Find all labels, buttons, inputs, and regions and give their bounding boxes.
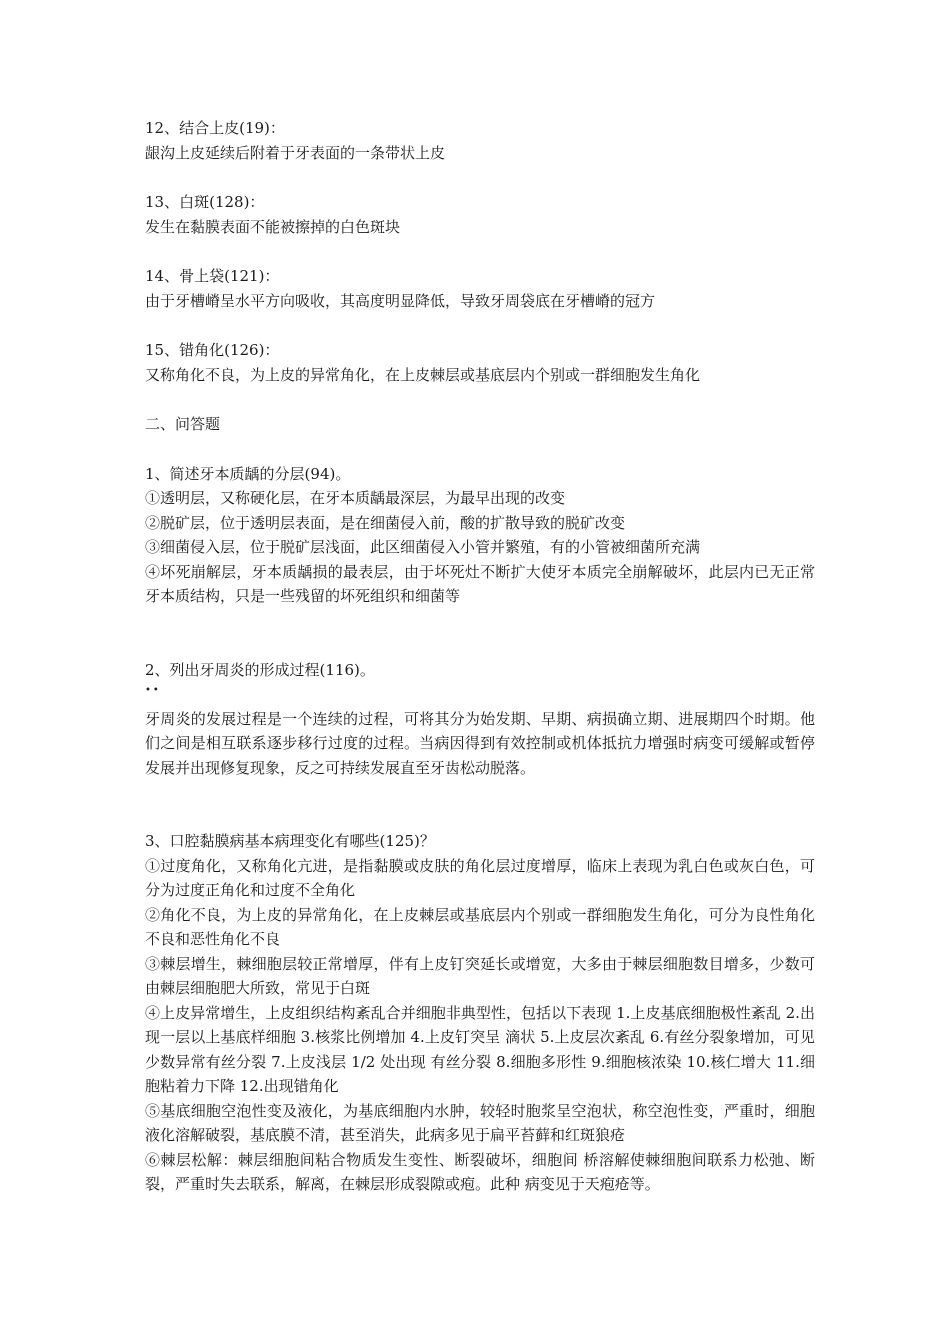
question-1 [145, 462, 815, 609]
term-15 [145, 338, 815, 387]
answer-item: ④上皮异常增生，上皮组织结构紊乱合并细胞非典型性，包括以下表现 1.上皮基底细胞极性紊乱 2.出现一层以上基底样细胞 3.核浆比例增加 4.上皮钉突呈 滴状 5.上皮层次紊乱 6.有丝分裂象增加，可见少数异常有丝分裂 7.上皮浅层 1/2 处出现 有丝分裂 8.细胞多形性 9.细胞核浓染 10.核仁增大 11.细胞粘着力下降 12.出现错角化 [145, 1003, 815, 1095]
question-text: 2、列出牙周炎的形成过程(116)。 [145, 660, 375, 679]
question-2 [145, 658, 815, 781]
question-text: 1、简述牙本质龋的分层(94)。 [145, 464, 351, 483]
section-heading: 二、问答题 [145, 415, 221, 433]
term-heading: 13、白斑(128)： [145, 193, 265, 211]
answer-item: ①过度角化，又称角化亢进，是指黏膜或皮肤的角化层过度增厚，临床上表现为乳白色或灰白色，可分为过度正角化和过度不全角化 [145, 856, 815, 899]
answer-item: ⑥棘层松解：棘层细胞间粘合物质发生变性、断裂破坏，细胞间 桥溶解使棘细胞间联系力松弛、断裂，严重时失去联系，解离，在棘层形成裂隙或疱。此种 病变见于天疱疮等。 [145, 1150, 815, 1193]
term-heading: 14、骨上袋(121)： [145, 267, 280, 285]
answer-item: ④坏死崩解层，牙本质龋损的最表层，由于坏死灶不断扩大使牙本质完全崩解破坏，此层内已无正常牙本质结构，只是一些残留的坏死组织和细菌等 [145, 562, 815, 605]
answer-item: ②脱矿层，位于透明层表面，是在细菌侵入前，酸的扩散导致的脱矿改变 [145, 513, 626, 532]
term-12 [145, 116, 815, 165]
term-definition: 发生在黏膜表面不能被擦掉的白色斑块 [145, 217, 401, 236]
answer-item: ③棘层增生，棘细胞层较正常增厚，伴有上皮钉突延长或增宽，大多由于棘层细胞数目增多，少数可由棘层细胞肥大所致，常见于白斑 [145, 954, 815, 997]
question-text: 3、口腔黏膜病基本病理变化有哪些(125)？ [145, 832, 435, 850]
term-heading: 15、错角化(126)： [145, 341, 280, 359]
term-definition: 由于牙槽嵴呈水平方向吸收，其高度明显降低，导致牙周袋底在牙槽嵴的冠方 [145, 291, 656, 310]
answer-item: ⑤基底细胞空泡性变及液化，为基底细胞内水肿，较轻时胞浆呈空泡状，称空泡性变，严重时，细胞液化溶解破裂，基底膜不清，甚至消失，此病多见于扁平苔藓和红斑狼疮 [145, 1101, 815, 1144]
term-13 [145, 190, 815, 239]
answer-item: ②角化不良，为上皮的异常角化，在上皮棘层或基底层内个别或一群细胞发生角化，可分为良性角化不良和恶性角化不良 [145, 905, 815, 948]
question-3 [145, 829, 815, 1197]
term-heading: 12、结合上皮(19)： [145, 119, 285, 137]
term-14 [145, 264, 815, 313]
document-page [145, 116, 815, 1246]
answer-item: ③细菌侵入层，位于脱矿层浅面，此区细菌侵入小管并繁殖，有的小管被细菌所充满 [145, 538, 701, 556]
answer-paragraph: 牙周炎的发展过程是一个连续的过程，可将其分为始发期、早期、病损确立期、进展期四个时期。他们之间是相互联系逐步移行过度的过程。当病因得到有效控制或机体抵抗力增强时病变可缓解或暂停发展并出现修复现象，反之可持续发展直至牙齿松动脱落。 [145, 709, 815, 777]
term-definition: 龈沟上皮延续后附着于牙表面的一条带状上皮 [145, 143, 446, 162]
term-definition: 又称角化不良，为上皮的异常角化，在上皮棘层或基底层内个别或一群细胞发生角化 [145, 365, 701, 384]
answer-item: ①透明层，又称硬化层，在牙本质龋最深层，为最早出现的改变 [145, 489, 566, 507]
bullet-dots: •• [145, 685, 161, 696]
